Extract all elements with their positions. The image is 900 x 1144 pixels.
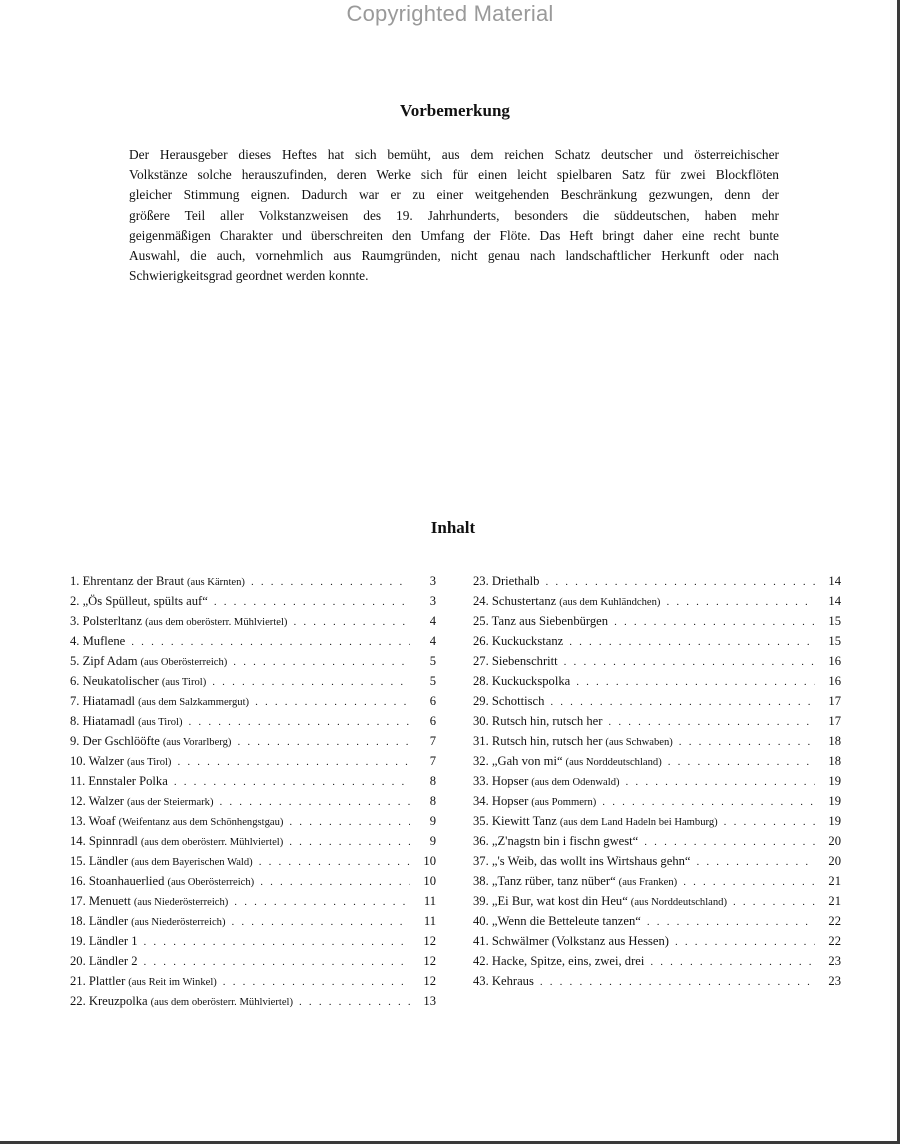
toc-entry-title xyxy=(473,794,596,809)
toc-entry-title xyxy=(70,854,253,869)
toc-dot-leader xyxy=(259,856,410,868)
toc-entry xyxy=(473,854,841,874)
toc-entry-title xyxy=(473,574,539,589)
toc-entry xyxy=(70,714,436,734)
toc-entry-origin: (aus Vorarlberg) xyxy=(162,737,232,748)
toc-dot-leader xyxy=(647,916,815,928)
toc-entry xyxy=(473,614,841,634)
toc-page-number: 22 xyxy=(828,934,841,948)
toc-entry-origin: (aus dem oberösterr. Mühlviertel) xyxy=(150,997,294,1008)
toc-entry xyxy=(473,894,841,914)
toc-entry xyxy=(70,774,436,794)
toc-dot-leader xyxy=(231,916,410,928)
toc-page-number: 18 xyxy=(828,734,841,748)
toc-page-number: 10 xyxy=(423,874,436,888)
toc-entry-name: 17. Menuett xyxy=(70,894,131,908)
toc-entry xyxy=(70,794,436,814)
toc-entry-title xyxy=(70,714,183,729)
toc-dot-leader xyxy=(602,796,815,808)
inhalt-title: Inhalt xyxy=(430,518,476,537)
toc-page-number: 21 xyxy=(828,874,841,888)
toc-entry-title xyxy=(473,734,673,749)
toc-page-number: 19 xyxy=(828,794,841,808)
toc-dot-leader xyxy=(255,696,410,708)
toc-entry xyxy=(70,654,436,674)
toc-dot-leader xyxy=(569,636,815,648)
toc-entry-name: 1. Ehrentanz der Braut xyxy=(70,574,184,588)
toc-entry-origin: (aus dem Bayerischen Wald) xyxy=(131,857,253,868)
toc-page-number: 10 xyxy=(423,854,436,868)
toc-entry xyxy=(473,714,841,734)
toc-entry-name: 2. „Ös Spülleut, spülts auf“ xyxy=(70,594,208,608)
toc-entry xyxy=(473,734,841,754)
vorbemerkung-line: gleicher Stimmung eignen. Dadurch war er zu einer weitgehenden Beschränkung gezwungen, denn der xyxy=(129,187,779,203)
toc-page-number: 19 xyxy=(828,774,841,788)
toc-entry-name: 37. „'s Weib, das wollt ins Wirtshaus gehn“ xyxy=(473,854,691,868)
toc-entry-title xyxy=(473,934,669,949)
toc-entry-title xyxy=(70,634,125,649)
toc-entry-name: 6. Neukatolischer xyxy=(70,674,159,688)
toc-entry-title xyxy=(473,594,660,609)
toc-dot-leader xyxy=(733,896,815,908)
toc-entry xyxy=(473,774,841,794)
toc-page-number: 7 xyxy=(429,754,436,768)
toc-entry-name: 3. Polsterltanz xyxy=(70,614,143,628)
toc-page-number: 8 xyxy=(429,794,436,808)
toc-entry-name: 42. Hacke, Spitze, eins, zwei, drei xyxy=(473,954,645,968)
toc-entry xyxy=(473,754,841,774)
toc-entry-title xyxy=(70,594,208,609)
toc-entry-name: 34. Hopser xyxy=(473,794,529,808)
toc-dot-leader xyxy=(144,936,411,948)
toc-entry-title xyxy=(473,974,534,989)
vorbemerkung-line: Volkstänze solche herauszufinden, deren Werke sich für einen leicht spielbaren Satz für zwei Blockflöten xyxy=(129,167,779,183)
toc-entry-title xyxy=(70,654,227,669)
toc-page-number: 4 xyxy=(429,614,436,628)
toc-entry xyxy=(473,574,841,594)
toc-entry-title xyxy=(70,574,245,589)
toc-entry-name: 29. Schottisch xyxy=(473,694,545,708)
toc-entry xyxy=(473,914,841,934)
toc-page-number: 15 xyxy=(828,634,841,648)
toc-entry-title xyxy=(70,774,168,789)
toc-dot-leader xyxy=(220,796,411,808)
toc-entry-name: 20. Ländler 2 xyxy=(70,954,138,968)
toc-page-number: 16 xyxy=(828,654,841,668)
toc-page-number: 13 xyxy=(423,994,436,1008)
toc-entry-origin: (aus Reit im Winkel) xyxy=(128,977,217,988)
toc-entry-name: 30. Rutsch hin, rutsch her xyxy=(473,714,603,728)
toc-page-number: 3 xyxy=(429,574,436,588)
toc-page-number: 12 xyxy=(423,954,436,968)
toc-entry-name: 19. Ländler 1 xyxy=(70,934,138,948)
toc-entry-origin: (aus Niederösterreich) xyxy=(133,897,229,908)
toc-entry-title xyxy=(473,854,691,869)
toc-entry xyxy=(70,614,436,634)
toc-page-number: 5 xyxy=(429,674,436,688)
toc-entry-name: 38. „Tanz rüber, tanz nüber“ xyxy=(473,874,616,888)
toc-entry-name: 7. Hiatamadl xyxy=(70,694,136,708)
toc-entry-name: 24. Schustertanz xyxy=(473,594,557,608)
toc-entry xyxy=(473,594,841,614)
toc-page-number: 3 xyxy=(429,594,436,608)
toc-dot-leader xyxy=(299,996,410,1008)
toc-entry-title xyxy=(70,794,214,809)
toc-entry-title xyxy=(70,834,283,849)
toc-entry xyxy=(473,954,841,974)
toc-page-number: 14 xyxy=(828,574,841,588)
toc-entry xyxy=(473,654,841,674)
toc-dot-leader xyxy=(214,596,410,608)
toc-entry-title xyxy=(473,654,558,669)
toc-page-number: 17 xyxy=(828,694,841,708)
toc-page-number: 18 xyxy=(828,754,841,768)
toc-page-number: 12 xyxy=(423,974,436,988)
toc-entry-origin: (Weifentanz aus dem Schönhengstgau) xyxy=(118,817,284,828)
toc-entry-title xyxy=(70,894,228,909)
toc-dot-leader xyxy=(626,776,815,788)
toc-entry-origin: (aus Tirol) xyxy=(127,757,172,768)
toc-entry-title xyxy=(70,814,283,829)
toc-column-left xyxy=(70,574,436,1014)
toc-entry xyxy=(70,674,436,694)
toc-entry-name: 39. „Ei Bur, wat kost din Heu“ xyxy=(473,894,628,908)
vorbemerkung-line: geigenmäßigen Charakter und überschreiten den Umfang der Flöte. Das Heft bringt daher eine recht bunte xyxy=(129,227,779,243)
toc-entry-origin: (aus Tirol) xyxy=(138,717,183,728)
toc-entry xyxy=(70,894,436,914)
vorbemerkung-line: Der Herausgeber dieses Heftes hat sich bemüht, aus dem reichen Schatz deutscher und österreichischer xyxy=(129,147,779,162)
toc-entry-name: 21. Plattler xyxy=(70,974,126,988)
toc-entry-title xyxy=(473,834,638,849)
toc-entry-name: 10. Walzer xyxy=(70,754,125,768)
toc-entry-title xyxy=(70,694,249,709)
toc-page-number: 4 xyxy=(429,634,436,648)
toc-page-number: 21 xyxy=(828,894,841,908)
toc-dot-leader xyxy=(237,736,410,748)
toc-entry-name: 13. Woaf xyxy=(70,814,116,828)
toc-page-number: 6 xyxy=(429,714,436,728)
toc-dot-leader xyxy=(697,856,816,868)
toc-page-number: 11 xyxy=(423,894,436,908)
vorbemerkung-line: Schwierigkeitsgrad geordnet werden konnte. xyxy=(129,268,369,284)
toc-entry xyxy=(70,634,436,654)
toc-dot-leader xyxy=(233,656,410,668)
toc-page-number: 9 xyxy=(429,814,436,828)
toc-entry-title xyxy=(70,754,171,769)
toc-entry xyxy=(70,934,436,954)
toc-entry-origin: (aus Schwaben) xyxy=(605,737,673,748)
toc-entry-name: 43. Kehraus xyxy=(473,974,534,988)
toc-entry xyxy=(70,954,436,974)
toc-page-number: 12 xyxy=(423,934,436,948)
toc-entry-name: 8. Hiatamadl xyxy=(70,714,136,728)
toc-dot-leader xyxy=(212,676,410,688)
toc-entry xyxy=(473,974,841,994)
toc-dot-leader xyxy=(614,616,815,628)
toc-dot-leader xyxy=(174,776,410,788)
toc-entry xyxy=(70,994,436,1014)
toc-entry-origin: (aus Oberösterreich) xyxy=(167,877,255,888)
toc-entry-title xyxy=(70,614,287,629)
toc-entry xyxy=(473,814,841,834)
toc-entry-title xyxy=(70,994,293,1009)
toc-entry-title xyxy=(473,634,563,649)
toc-entry-name: 4. Muflene xyxy=(70,634,126,648)
toc-entry-name: 26. Kuckuckstanz xyxy=(473,634,564,648)
toc-entry-origin: (aus Kärnten) xyxy=(187,577,245,588)
toc-entry-origin: (aus dem oberösterr. Mühlviertel) xyxy=(140,837,284,848)
toc-dot-leader xyxy=(131,636,410,648)
toc-entry-title xyxy=(473,874,677,889)
toc-entry xyxy=(70,694,436,714)
toc-entry-origin: (aus Oberösterreich) xyxy=(140,657,228,668)
toc-dot-leader xyxy=(608,716,815,728)
toc-column-right xyxy=(473,574,841,994)
toc-entry-name: 15. Ländler xyxy=(70,854,129,868)
toc-entry-origin: (aus Niederösterreich) xyxy=(131,917,226,928)
toc-page-number: 19 xyxy=(828,814,841,828)
toc-entry-name: 35. Kiewitt Tanz xyxy=(473,814,557,828)
toc-dot-leader xyxy=(550,696,815,708)
toc-page-number: 23 xyxy=(828,974,841,988)
toc-entry xyxy=(473,834,841,854)
toc-entry-title xyxy=(70,874,254,889)
toc-entry-title xyxy=(70,974,217,989)
toc-entry-origin: (aus Norddeutschland) xyxy=(630,897,727,908)
toc-dot-leader xyxy=(545,576,815,588)
vorbemerkung-line: größere Teil aller Volkstanzweisen des 19. Jahrhunderts, besonders die süddeutschen, haben mehr xyxy=(129,207,779,223)
toc-entry xyxy=(70,754,436,774)
toc-dot-leader xyxy=(675,936,815,948)
toc-entry-name: 27. Siebenschritt xyxy=(473,654,558,668)
toc-page-number: 14 xyxy=(828,594,841,608)
toc-dot-leader xyxy=(251,576,410,588)
toc-entry-origin: (aus Norddeutschland) xyxy=(565,757,662,768)
toc-entry xyxy=(70,834,436,854)
toc-entry-name: 32. „Gah von mi“ xyxy=(473,754,563,768)
toc-entry-origin: (aus dem oberösterr. Mühlviertel) xyxy=(145,617,288,628)
toc-entry xyxy=(70,594,436,614)
toc-entry-title xyxy=(473,954,644,969)
toc-entry-origin: (aus dem Kuhländchen) xyxy=(559,597,661,608)
toc-entry-title xyxy=(473,674,570,689)
toc-entry xyxy=(473,634,841,654)
toc-page-number: 20 xyxy=(828,834,841,848)
toc-dot-leader xyxy=(177,756,410,768)
toc-dot-leader xyxy=(289,836,410,848)
toc-entry-title xyxy=(70,954,138,969)
vorbemerkung-text xyxy=(129,145,779,286)
toc-entry-title xyxy=(473,614,608,629)
toc-page-number: 7 xyxy=(429,734,436,748)
toc-entry-name: 41. Schwälmer (Volkstanz aus Hessen) xyxy=(473,934,669,948)
toc-entry-name: 11. Ennstaler Polka xyxy=(70,774,168,788)
toc-entry-name: 36. „Z'nagstn bin i fischn gwest“ xyxy=(473,834,639,848)
toc-page-number: 6 xyxy=(429,694,436,708)
toc-dot-leader xyxy=(540,976,815,988)
toc-entry-title xyxy=(70,934,138,949)
toc-entry-origin: (aus Pommern) xyxy=(531,797,597,808)
toc-dot-leader xyxy=(679,736,815,748)
toc-entry-name: 5. Zipf Adam xyxy=(70,654,138,668)
toc-dot-leader xyxy=(234,896,410,908)
toc-dot-leader xyxy=(223,976,410,988)
toc-entry-name: 16. Stoanhauerlied xyxy=(70,874,165,888)
toc-page-number: 8 xyxy=(429,774,436,788)
toc-dot-leader xyxy=(683,876,815,888)
toc-entry-name: 12. Walzer xyxy=(70,794,125,808)
toc-entry-title xyxy=(473,814,718,829)
toc-entry-name: 31. Rutsch hin, rutsch her xyxy=(473,734,603,748)
toc-entry xyxy=(70,914,436,934)
vorbemerkung-title: Vorbemerkung xyxy=(400,101,510,120)
toc-dot-leader xyxy=(576,676,815,688)
toc-page-number: 20 xyxy=(828,854,841,868)
toc-entry-name: 9. Der Gschlööfte xyxy=(70,734,160,748)
toc-entry-title xyxy=(473,694,544,709)
toc-entry xyxy=(70,854,436,874)
toc-dot-leader xyxy=(644,836,815,848)
toc-dot-leader xyxy=(564,656,815,668)
toc-dot-leader xyxy=(724,816,815,828)
toc-dot-leader xyxy=(144,956,411,968)
toc-entry-name: 14. Spinnradl xyxy=(70,834,138,848)
toc-entry xyxy=(473,694,841,714)
toc-dot-leader xyxy=(289,816,410,828)
toc-page-number: 22 xyxy=(828,914,841,928)
toc-entry xyxy=(473,874,841,894)
toc-entry-title xyxy=(473,914,641,929)
vorbemerkung-line: Auswahl, die auch, vornehmlich aus Raumgründen, nicht genau nach landschaftlicher Herkunft oder nach xyxy=(129,248,779,264)
toc-entry-origin: (aus Franken) xyxy=(618,877,678,888)
toc-entry-title xyxy=(70,674,206,689)
toc-page-number: 17 xyxy=(828,714,841,728)
toc-dot-leader xyxy=(650,956,815,968)
toc-entry-origin: (aus der Steiermark) xyxy=(127,797,214,808)
toc-dot-leader xyxy=(260,876,410,888)
toc-entry xyxy=(473,794,841,814)
toc-entry-name: 40. „Wenn die Betteleute tanzen“ xyxy=(473,914,641,928)
toc-entry xyxy=(70,814,436,834)
toc-page-number: 15 xyxy=(828,614,841,628)
toc-page-number: 16 xyxy=(828,674,841,688)
toc-entry-title xyxy=(473,774,620,789)
toc-entry-name: 22. Kreuzpolka xyxy=(70,994,148,1008)
toc-entry-origin: (aus dem Odenwald) xyxy=(531,777,620,788)
toc-entry xyxy=(70,574,436,594)
toc-entry xyxy=(70,974,436,994)
toc-dot-leader xyxy=(189,716,410,728)
toc-entry xyxy=(70,874,436,894)
toc-entry-title xyxy=(473,714,602,729)
toc-entry xyxy=(473,674,841,694)
toc-entry xyxy=(473,934,841,954)
toc-dot-leader xyxy=(668,756,815,768)
toc-entry-name: 18. Ländler xyxy=(70,914,129,928)
toc-dot-leader xyxy=(666,596,815,608)
toc-entry-origin: (aus dem Salzkammergut) xyxy=(138,697,250,708)
toc-entry-name: 25. Tanz aus Siebenbürgen xyxy=(473,614,609,628)
toc-page-number: 23 xyxy=(828,954,841,968)
toc-entry-title xyxy=(70,734,231,749)
toc-entry-name: 28. Kuckuckspolka xyxy=(473,674,571,688)
toc-entry-title xyxy=(473,754,662,769)
toc-entry-title xyxy=(70,914,225,929)
toc-page-number: 9 xyxy=(429,834,436,848)
toc-page-number: 11 xyxy=(423,914,436,928)
toc-entry-name: 23. Driethalb xyxy=(473,574,540,588)
toc-dot-leader xyxy=(293,616,410,628)
toc-entry-origin: (aus dem Land Hadeln bei Hamburg) xyxy=(559,817,718,828)
toc-entry-name: 33. Hopser xyxy=(473,774,529,788)
toc-entry-origin: (aus Tirol) xyxy=(161,677,207,688)
toc-entry xyxy=(70,734,436,754)
toc-entry-title xyxy=(473,894,727,909)
copyright-watermark: Copyrighted Material xyxy=(346,1,554,26)
toc-page-number: 5 xyxy=(429,654,436,668)
